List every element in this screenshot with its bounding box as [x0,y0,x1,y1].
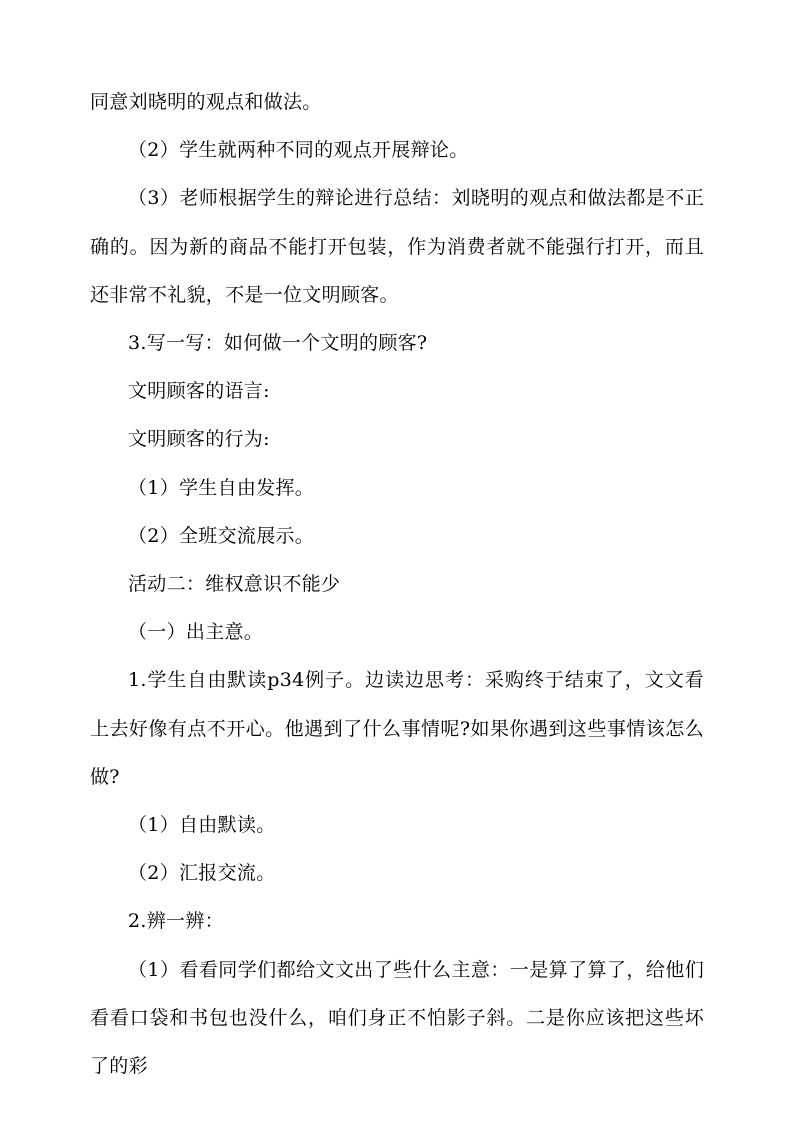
paragraph-12: （1）自由默读。 [128,814,276,837]
paragraph-14: 2.辨一辨： [128,910,224,933]
paragraph-1: 同意刘晓明的观点和做法。 [90,91,322,113]
paragraph-6: 文明顾客的行为: [128,428,270,451]
document-body [90,78,704,1090]
paragraph-7: （1）学生自由发挥。 [128,476,315,499]
paragraph-3: （3）老师根据学生的辩论进行总结：刘晓明的观点和做法都是不正确的。因为新的商品不能打开包装，作为消费者就不能强行打开，而且还非常不礼貌，不是一位文明顾客。 [90,187,704,306]
paragraph-11: 1.学生自由默读p34例子。边读边思考：采购终于结束了，文文看上去好像有点不开心。他遇到了什么事情呢?如果你遇到这些事情该怎么做? [90,669,704,788]
paragraph-15: （1）看看同学们都给文文出了些什么主意：一是算了算了，给他们看看口袋和书包也没什么，咱们身正不怕影子斜。二是你应该把这些坏了的彩 [90,958,704,1078]
paragraph-10: （一）出主意。 [128,621,264,644]
paragraph-8: （2）全班交流展示。 [128,524,315,547]
paragraph-4: 3.写一写：如何做一个文明的顾客? [128,332,428,355]
paragraph-9: 活动二：维权意识不能少 [128,573,341,596]
paragraph-13: （2）汇报交流。 [128,862,276,885]
paragraph-2: （2）学生就两种不同的观点开展辩论。 [128,139,469,162]
paragraph-5: 文明顾客的语言: [128,380,270,403]
